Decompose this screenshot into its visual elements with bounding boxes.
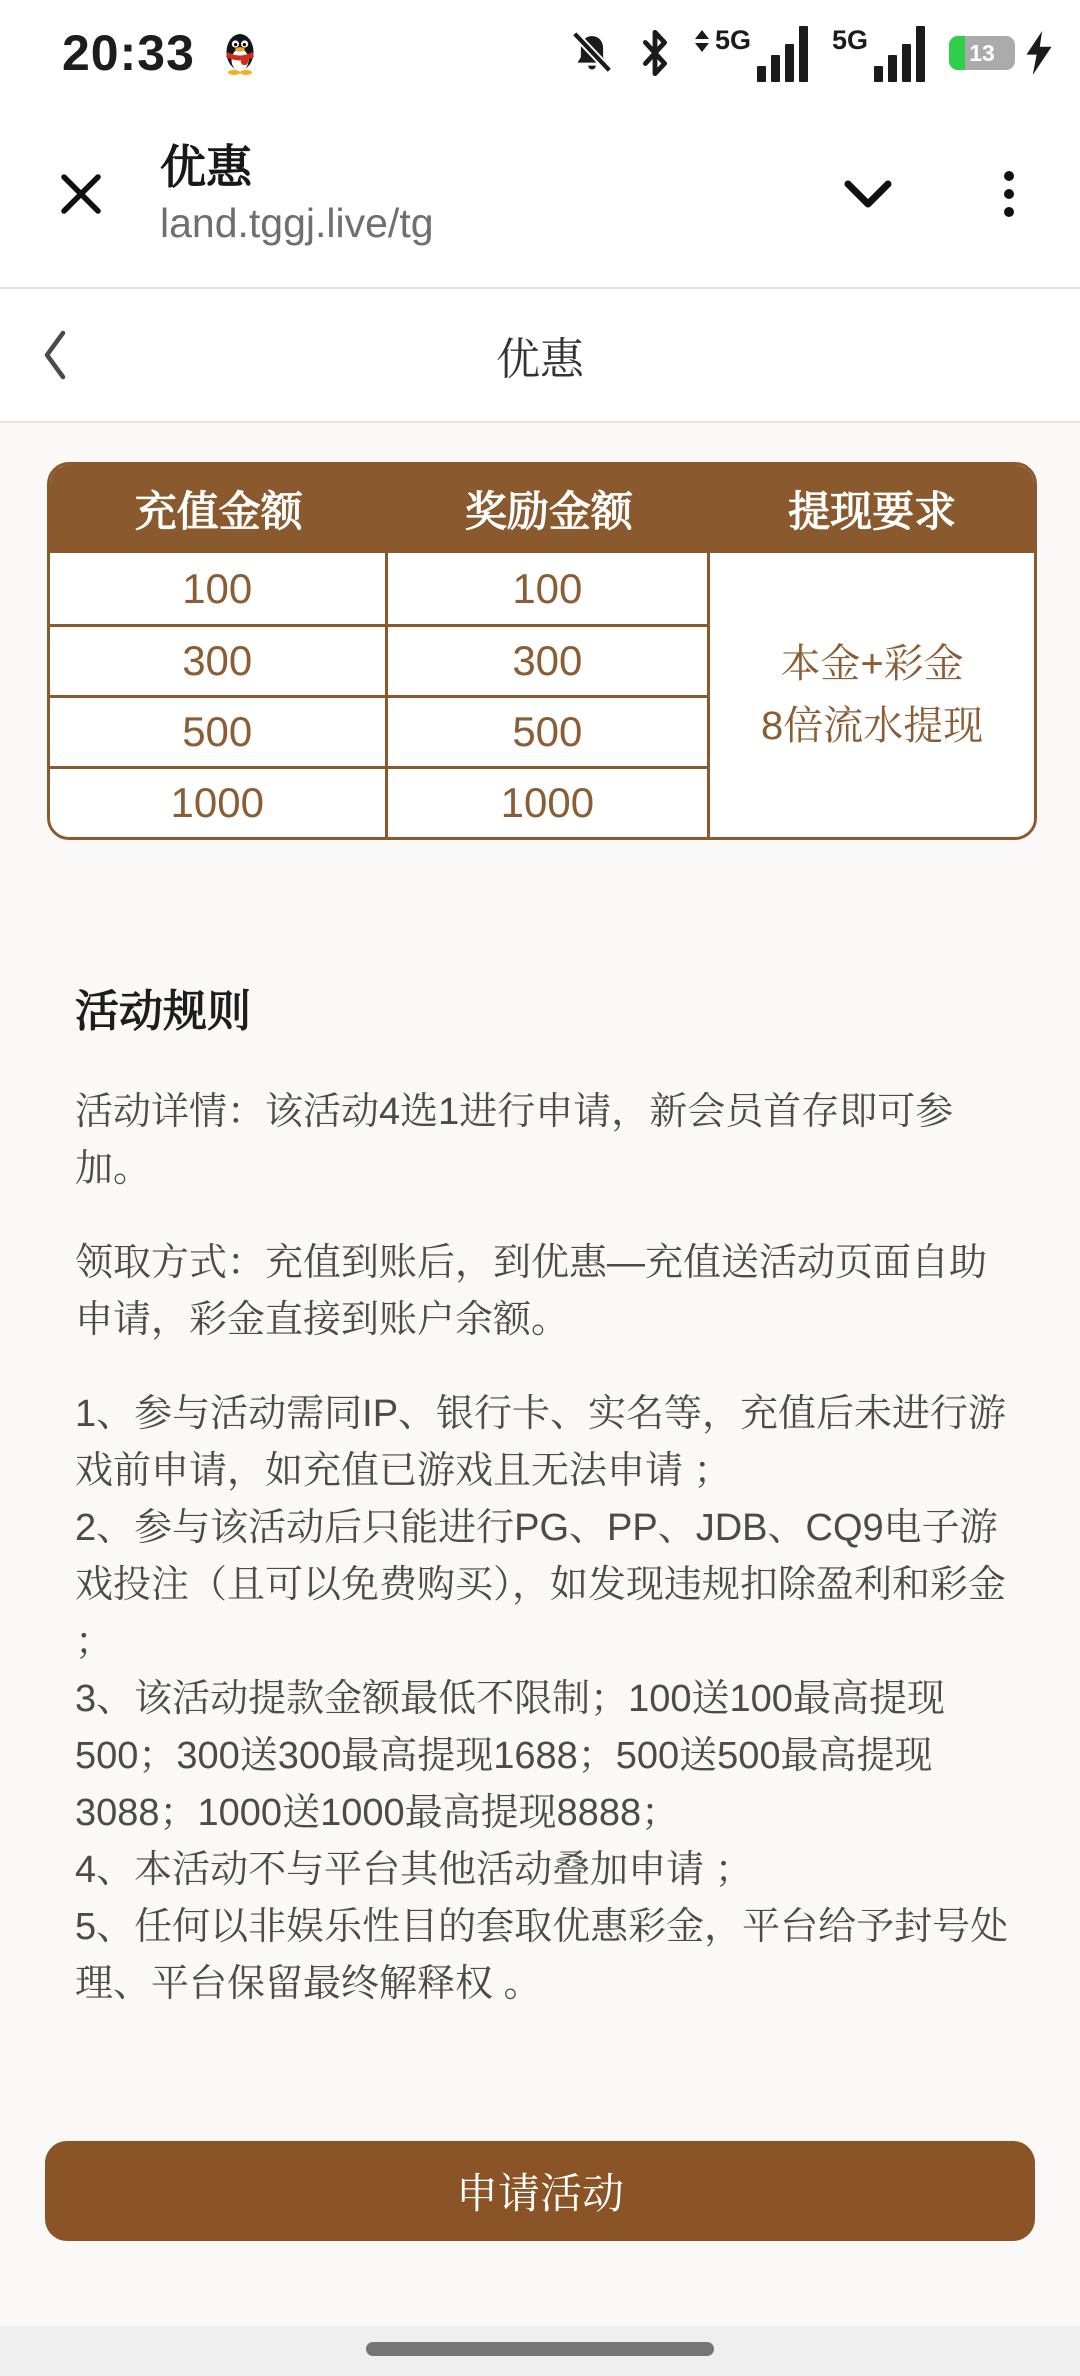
tab-title: 优惠 bbox=[160, 140, 252, 193]
rule-item: 4、本活动不与平台其他活动叠加申请 ； bbox=[75, 1849, 753, 1891]
table-cell: 500 bbox=[50, 695, 388, 766]
page-header bbox=[0, 289, 1080, 423]
column-header-deposit: 充值金额 bbox=[134, 488, 303, 535]
rules-list bbox=[75, 1386, 1014, 2013]
rule-item: 2、参与该活动后只能进行PG、PP、JDB、CQ9电子游戏投注（且可以免费购买），如发现违规扣除盈利和彩金 ； bbox=[75, 1507, 1007, 1663]
notifications-off-icon bbox=[569, 30, 615, 76]
rule-item: 1、参与活动需同IP、银行卡、实名等，充值后未进行游戏前申请，如充值已游戏且无法申请 ； bbox=[75, 1393, 1007, 1492]
promo-content bbox=[0, 423, 1080, 2326]
charging-bolt-icon bbox=[1024, 31, 1054, 75]
chevron-left-icon bbox=[40, 327, 70, 383]
rule-item: 5、任何以非娱乐性目的套取优惠彩金，平台给予封号处理、平台保留最终解释权 。 bbox=[75, 1906, 1009, 2005]
signal-primary-5g-icon: 5G bbox=[695, 25, 808, 82]
column-header-bonus: 奖励金额 bbox=[464, 488, 633, 535]
rules-heading: 活动规则 bbox=[75, 987, 251, 1036]
rules-intro-claim: 领取方式：充值到账后，到优惠—充值送活动页面自助申请，彩金直接到账户余额。 bbox=[75, 1242, 988, 1341]
table-cell: 100 bbox=[388, 553, 711, 624]
overflow-menu-icon[interactable] bbox=[1004, 171, 1014, 217]
withdrawal-requirement-cell bbox=[710, 553, 1034, 837]
apply-activity-button[interactable]: 申请活动 bbox=[45, 2141, 1035, 2241]
gesture-nav-area bbox=[0, 2326, 1080, 2376]
promo-table bbox=[47, 462, 1037, 840]
data-activity-arrows-icon bbox=[695, 30, 709, 52]
table-cell: 100 bbox=[50, 553, 388, 624]
table-cell: 1000 bbox=[388, 766, 711, 837]
browser-header bbox=[0, 100, 1080, 289]
chevron-down-icon[interactable] bbox=[842, 178, 894, 210]
clock: 20:33 bbox=[62, 25, 195, 81]
page-heading: 优惠 bbox=[496, 335, 584, 384]
close-icon[interactable] bbox=[58, 171, 104, 217]
battery-icon bbox=[949, 36, 1000, 70]
gesture-handle[interactable] bbox=[366, 2342, 714, 2356]
table-cell: 500 bbox=[388, 695, 711, 766]
table-cell: 1000 bbox=[50, 766, 388, 837]
table-cell: 300 bbox=[50, 624, 388, 695]
promo-table-body bbox=[50, 553, 1034, 837]
rule-item: 3、该活动提款金额最低不限制；100送100最高提现500；300送300最高提现1688；500送500最高提现3088；1000送1000最高提现8888； bbox=[75, 1678, 945, 1834]
tab-title-block bbox=[160, 141, 434, 247]
back-button[interactable] bbox=[40, 327, 70, 383]
bluetooth-icon bbox=[639, 30, 671, 76]
requirement-line: 本金+彩金 bbox=[780, 642, 964, 686]
requirement-line: 8倍流水提现 bbox=[761, 704, 984, 748]
qq-penguin-icon bbox=[223, 31, 257, 75]
signal-secondary-5g-icon: 5G bbox=[832, 25, 925, 82]
status-bar bbox=[0, 0, 1080, 100]
table-cell: 300 bbox=[388, 624, 711, 695]
rules-section bbox=[75, 986, 1014, 2013]
rules-intro-detail: 活动详情：该活动4选1进行申请，新会员首存即可参加。 bbox=[75, 1091, 954, 1190]
column-header-withdrawal: 提现要求 bbox=[788, 488, 957, 535]
promo-table-header bbox=[50, 465, 1034, 553]
tab-url: land.tggj.live/tg bbox=[160, 199, 434, 246]
battery-percent: 13 bbox=[969, 39, 995, 66]
